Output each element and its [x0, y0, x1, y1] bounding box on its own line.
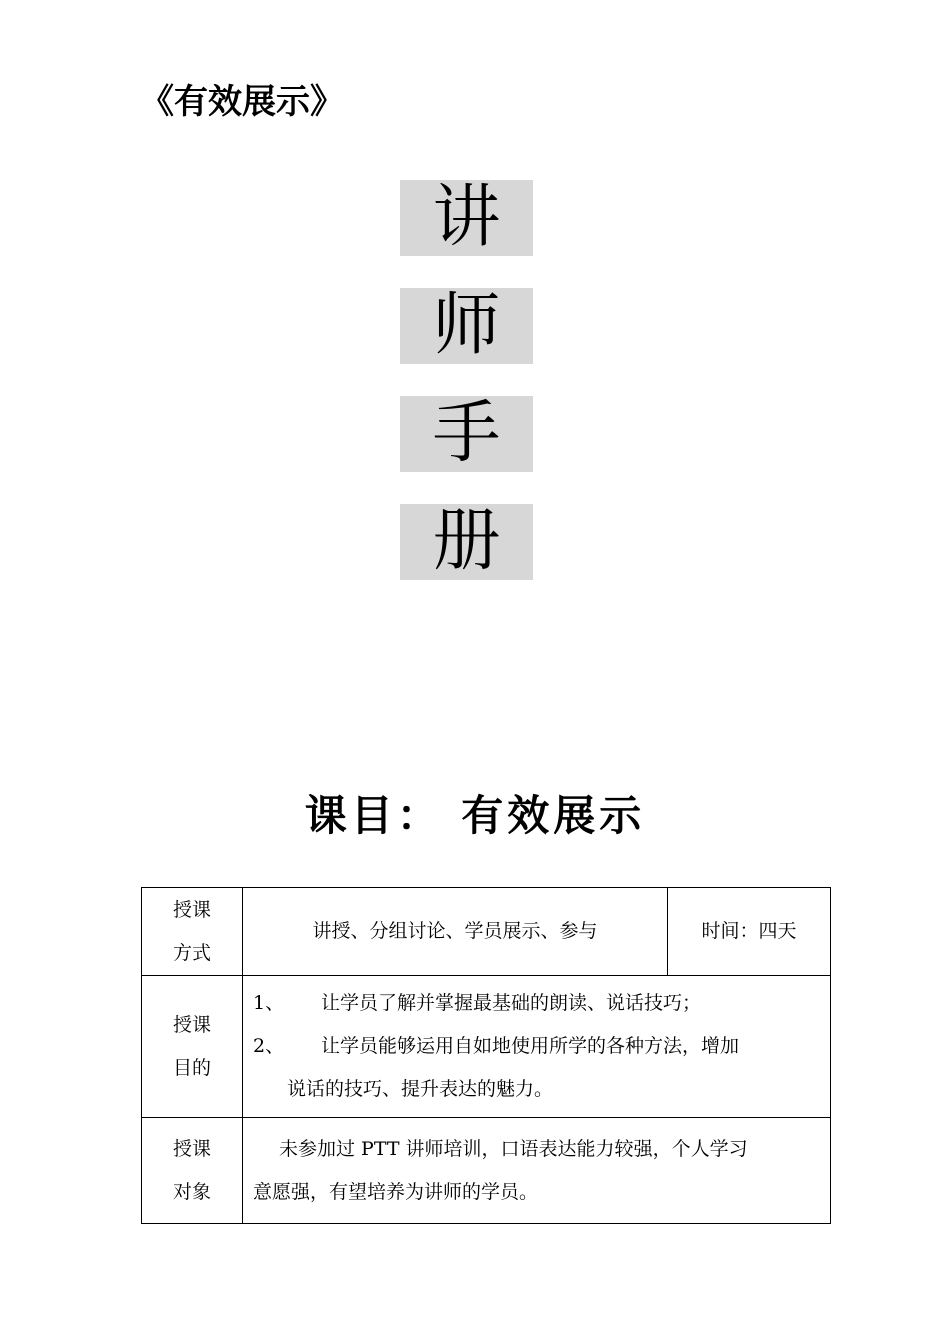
audience-line-2: 意愿强，有望培养为讲师的学员。	[253, 1180, 539, 1203]
teaching-method: 讲授、分组讨论、学员展示、参与	[243, 888, 668, 976]
big-title-char-1: 讲	[400, 180, 533, 256]
goal-item-1	[253, 982, 818, 1025]
big-title-char-2: 师	[400, 288, 533, 364]
goal-number-2: 2、	[253, 1035, 285, 1057]
course-heading: 课目： 有效展示	[304, 791, 646, 840]
goal-number-1: 1、	[253, 992, 285, 1014]
course-duration: 时间：四天	[668, 888, 831, 976]
table-row-audience	[142, 1118, 831, 1224]
label-goals-line2: 目的	[172, 1056, 211, 1079]
goal-text-2: 让学员能够运用自如地使用所学的各种方法，增加	[321, 1035, 740, 1057]
table-row-method	[142, 888, 831, 976]
label-goals	[142, 976, 243, 1118]
big-title-char-3: 手	[400, 396, 533, 472]
label-audience-line1: 授课	[172, 1137, 211, 1160]
label-audience-line2: 对象	[172, 1180, 211, 1203]
label-method-line2: 方式	[172, 941, 211, 964]
audience-line-1: 未参加过 PTT 讲师培训，口语表达能力较强，个人学习	[279, 1137, 748, 1160]
goal-item-2	[253, 1025, 818, 1068]
big-title-char-4: 册	[400, 504, 533, 580]
label-goals-line1: 授课	[172, 1013, 211, 1036]
course-info-table	[141, 887, 831, 1224]
label-method-line1: 授课	[172, 898, 211, 921]
goal-text-1: 让学员了解并掌握最基础的朗读、说话技巧；	[321, 992, 702, 1014]
target-audience	[243, 1118, 831, 1224]
document-title: 《有效展示》	[140, 82, 344, 122]
goal-text-2-continuation: 说话的技巧、提升表达的魅力。	[287, 1078, 554, 1100]
course-goals	[243, 976, 831, 1118]
label-audience	[142, 1118, 243, 1224]
table-row-goals	[142, 976, 831, 1118]
label-method	[142, 888, 243, 976]
